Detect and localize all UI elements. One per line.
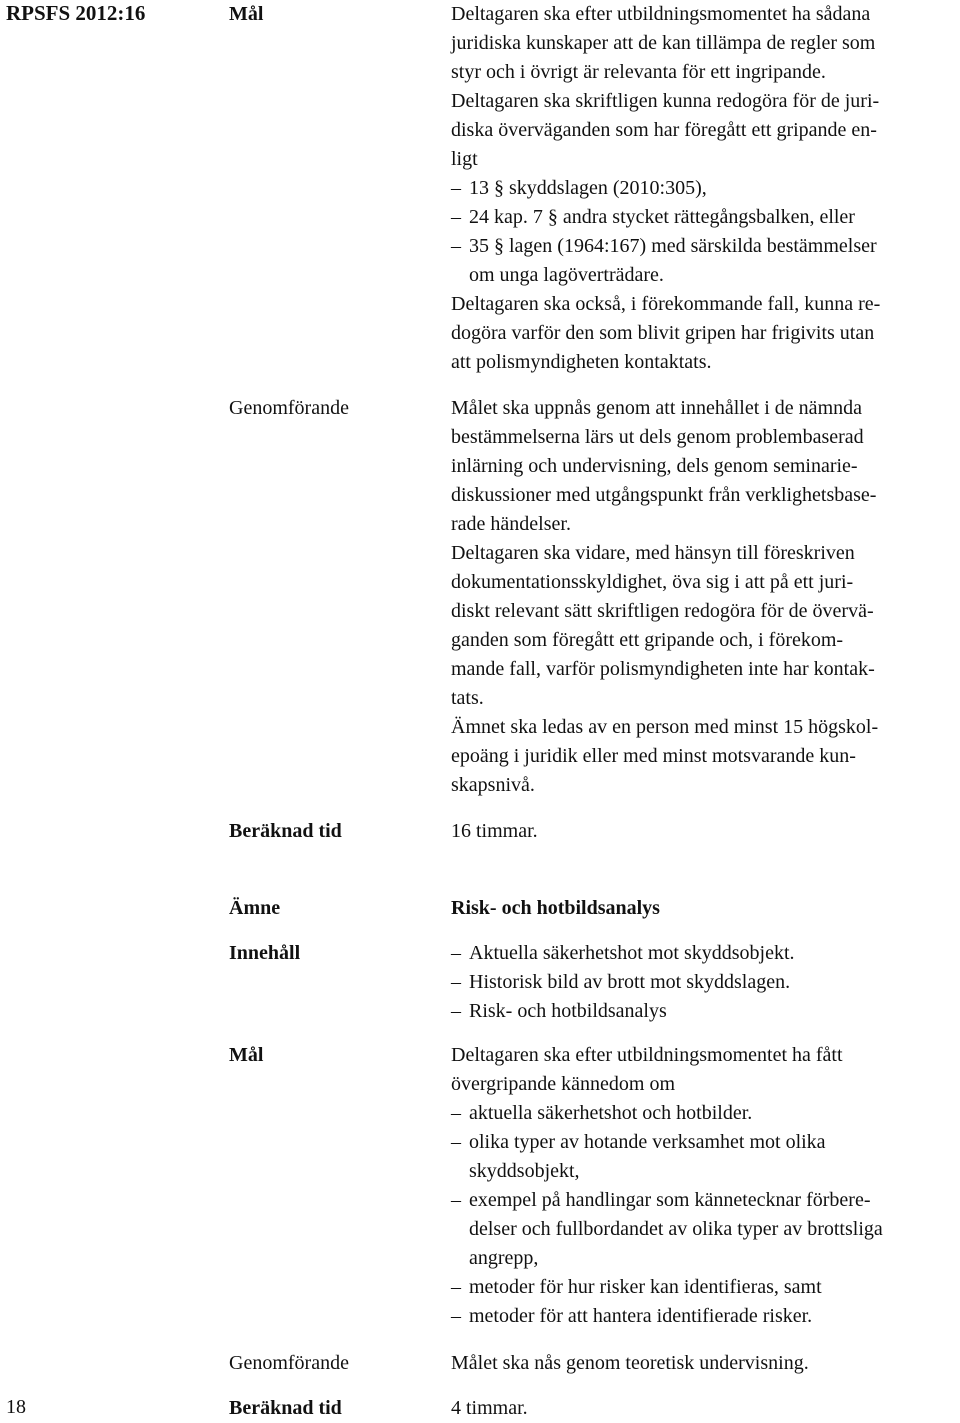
label-mal-2: Mål bbox=[229, 1044, 264, 1066]
text-line: angrepp, bbox=[469, 1247, 539, 1269]
genomforande-paragraph-1 bbox=[451, 394, 957, 539]
mal-paragraph-1 bbox=[451, 0, 957, 87]
text-line: övergripande kännedom om bbox=[451, 1073, 676, 1095]
text-line: rade händelser. bbox=[451, 513, 571, 535]
text-line: om unga lagöverträdare. bbox=[469, 264, 664, 286]
text-line: Deltagaren ska skriftligen kunna redogöra för de juri- bbox=[451, 90, 880, 112]
mal-paragraph-3 bbox=[451, 290, 957, 377]
label-genomforande: Genomförande bbox=[229, 397, 349, 419]
text-line: – metoder för hur risker kan identifieras, samt bbox=[469, 1276, 822, 1298]
text-line: – exempel på handlingar som kännetecknar förbere- bbox=[469, 1189, 871, 1211]
page-number: 18 bbox=[6, 1396, 26, 1418]
text-line: juridiska kunskaper att de kan tillämpa de regler som bbox=[451, 32, 876, 54]
text-line: ganden som föregått ett gripande och, i förekom- bbox=[451, 629, 844, 651]
document-code: RPSFS 2012:16 bbox=[6, 1, 146, 25]
innehall-list bbox=[451, 939, 957, 1026]
text-line: diskussioner med utgångspunkt från verklighetsbase- bbox=[451, 484, 877, 506]
label-mal: Mål bbox=[229, 3, 264, 25]
text-line: skapsnivå. bbox=[451, 774, 535, 796]
text-line: dogöra varför den som blivit gripen har frigivits utan bbox=[451, 322, 875, 344]
genomforande-paragraph-2 bbox=[451, 539, 957, 713]
beraknad-tid-2-value: 4 timmar. bbox=[451, 1397, 528, 1419]
law-list-item: – 24 kap. 7 § andra stycket rättegångsbalken, eller bbox=[451, 203, 957, 232]
innehall-item: – Historisk bild av brott mot skyddslagen. bbox=[451, 968, 957, 997]
innehall-item: – Risk- och hotbildsanalys bbox=[451, 997, 957, 1026]
label-innehall: Innehåll bbox=[229, 942, 301, 964]
text-line: diska överväganden som har föregått ett gripande en- bbox=[451, 119, 877, 141]
mal-2-content bbox=[451, 1041, 957, 1331]
text-line: tats. bbox=[451, 687, 484, 709]
beraknad-tid-value: 16 timmar. bbox=[451, 820, 538, 842]
text-line: delser och fullbordandet av olika typer av brottsliga bbox=[469, 1218, 883, 1240]
label-amne: Ämne bbox=[229, 897, 281, 919]
law-list-item bbox=[451, 232, 957, 290]
mal-2-item bbox=[451, 1186, 957, 1273]
text-line: mande fall, varför polismyndigheten inte har kontak- bbox=[451, 658, 875, 680]
law-list-item: – 13 § skyddslagen (2010:305), bbox=[451, 174, 957, 203]
mal-2-item bbox=[451, 1099, 957, 1128]
mal-2-item bbox=[451, 1273, 957, 1302]
text-line: epoäng i juridik eller med minst motsvarande kun- bbox=[451, 745, 856, 767]
text-line: Deltagaren ska vidare, med hänsyn till föreskriven bbox=[451, 542, 855, 564]
label-beraknad-tid-2: Beräknad tid bbox=[229, 1397, 342, 1419]
text-line: styr och i övrigt är relevanta för ett ingripande. bbox=[451, 61, 826, 83]
amne-title: Risk- och hotbildsanalys bbox=[451, 897, 660, 919]
innehall-item: – Aktuella säkerhetshot mot skyddsobjekt. bbox=[451, 939, 957, 968]
text-line: Deltagaren ska också, i förekommande fall, kunna re- bbox=[451, 293, 881, 315]
text-line: – olika typer av hotande verksamhet mot olika bbox=[469, 1131, 826, 1153]
text-line: diskt relevant sätt skriftligen redogöra för de övervä- bbox=[451, 600, 874, 622]
text-line: skyddsobjekt, bbox=[469, 1160, 580, 1182]
text-line: inlärning och undervisning, dels genom seminarie- bbox=[451, 455, 858, 477]
label-genomforande-2: Genomförande bbox=[229, 1352, 349, 1374]
text-line: – aktuella säkerhetshot och hotbilder. bbox=[469, 1102, 753, 1124]
mal-2-item bbox=[451, 1128, 957, 1186]
mal-content bbox=[451, 0, 957, 377]
genomforande-2-value: Målet ska nås genom teoretisk undervisning. bbox=[451, 1352, 809, 1374]
text-line: ligt bbox=[451, 148, 478, 170]
mal-2-intro bbox=[451, 1041, 957, 1099]
text-line: Ämnet ska ledas av en person med minst 15 högskol- bbox=[451, 716, 879, 738]
mal-2-item bbox=[451, 1302, 957, 1331]
text-line: Deltagaren ska efter utbildningsmomentet ha sådana bbox=[451, 3, 871, 25]
text-line: Målet ska uppnås genom att innehållet i de nämnda bbox=[451, 397, 862, 419]
text-line: – metoder för att hantera identifierade risker. bbox=[469, 1305, 813, 1327]
genomforande-paragraph-3 bbox=[451, 713, 957, 800]
genomforande-content bbox=[451, 394, 957, 800]
label-beraknad-tid: Beräknad tid bbox=[229, 820, 342, 842]
text-line: bestämmelserna lärs ut dels genom problembaserad bbox=[451, 426, 864, 448]
text-line: dokumentationsskyldighet, öva sig i att på ett juri- bbox=[451, 571, 854, 593]
text-line: Deltagaren ska efter utbildningsmomentet ha fått bbox=[451, 1044, 843, 1066]
text-line: att polismyndigheten kontaktats. bbox=[451, 351, 712, 373]
text-line: – 35 § lagen (1964:167) med särskilda bestämmelser bbox=[469, 235, 877, 257]
mal-paragraph-2 bbox=[451, 87, 957, 174]
